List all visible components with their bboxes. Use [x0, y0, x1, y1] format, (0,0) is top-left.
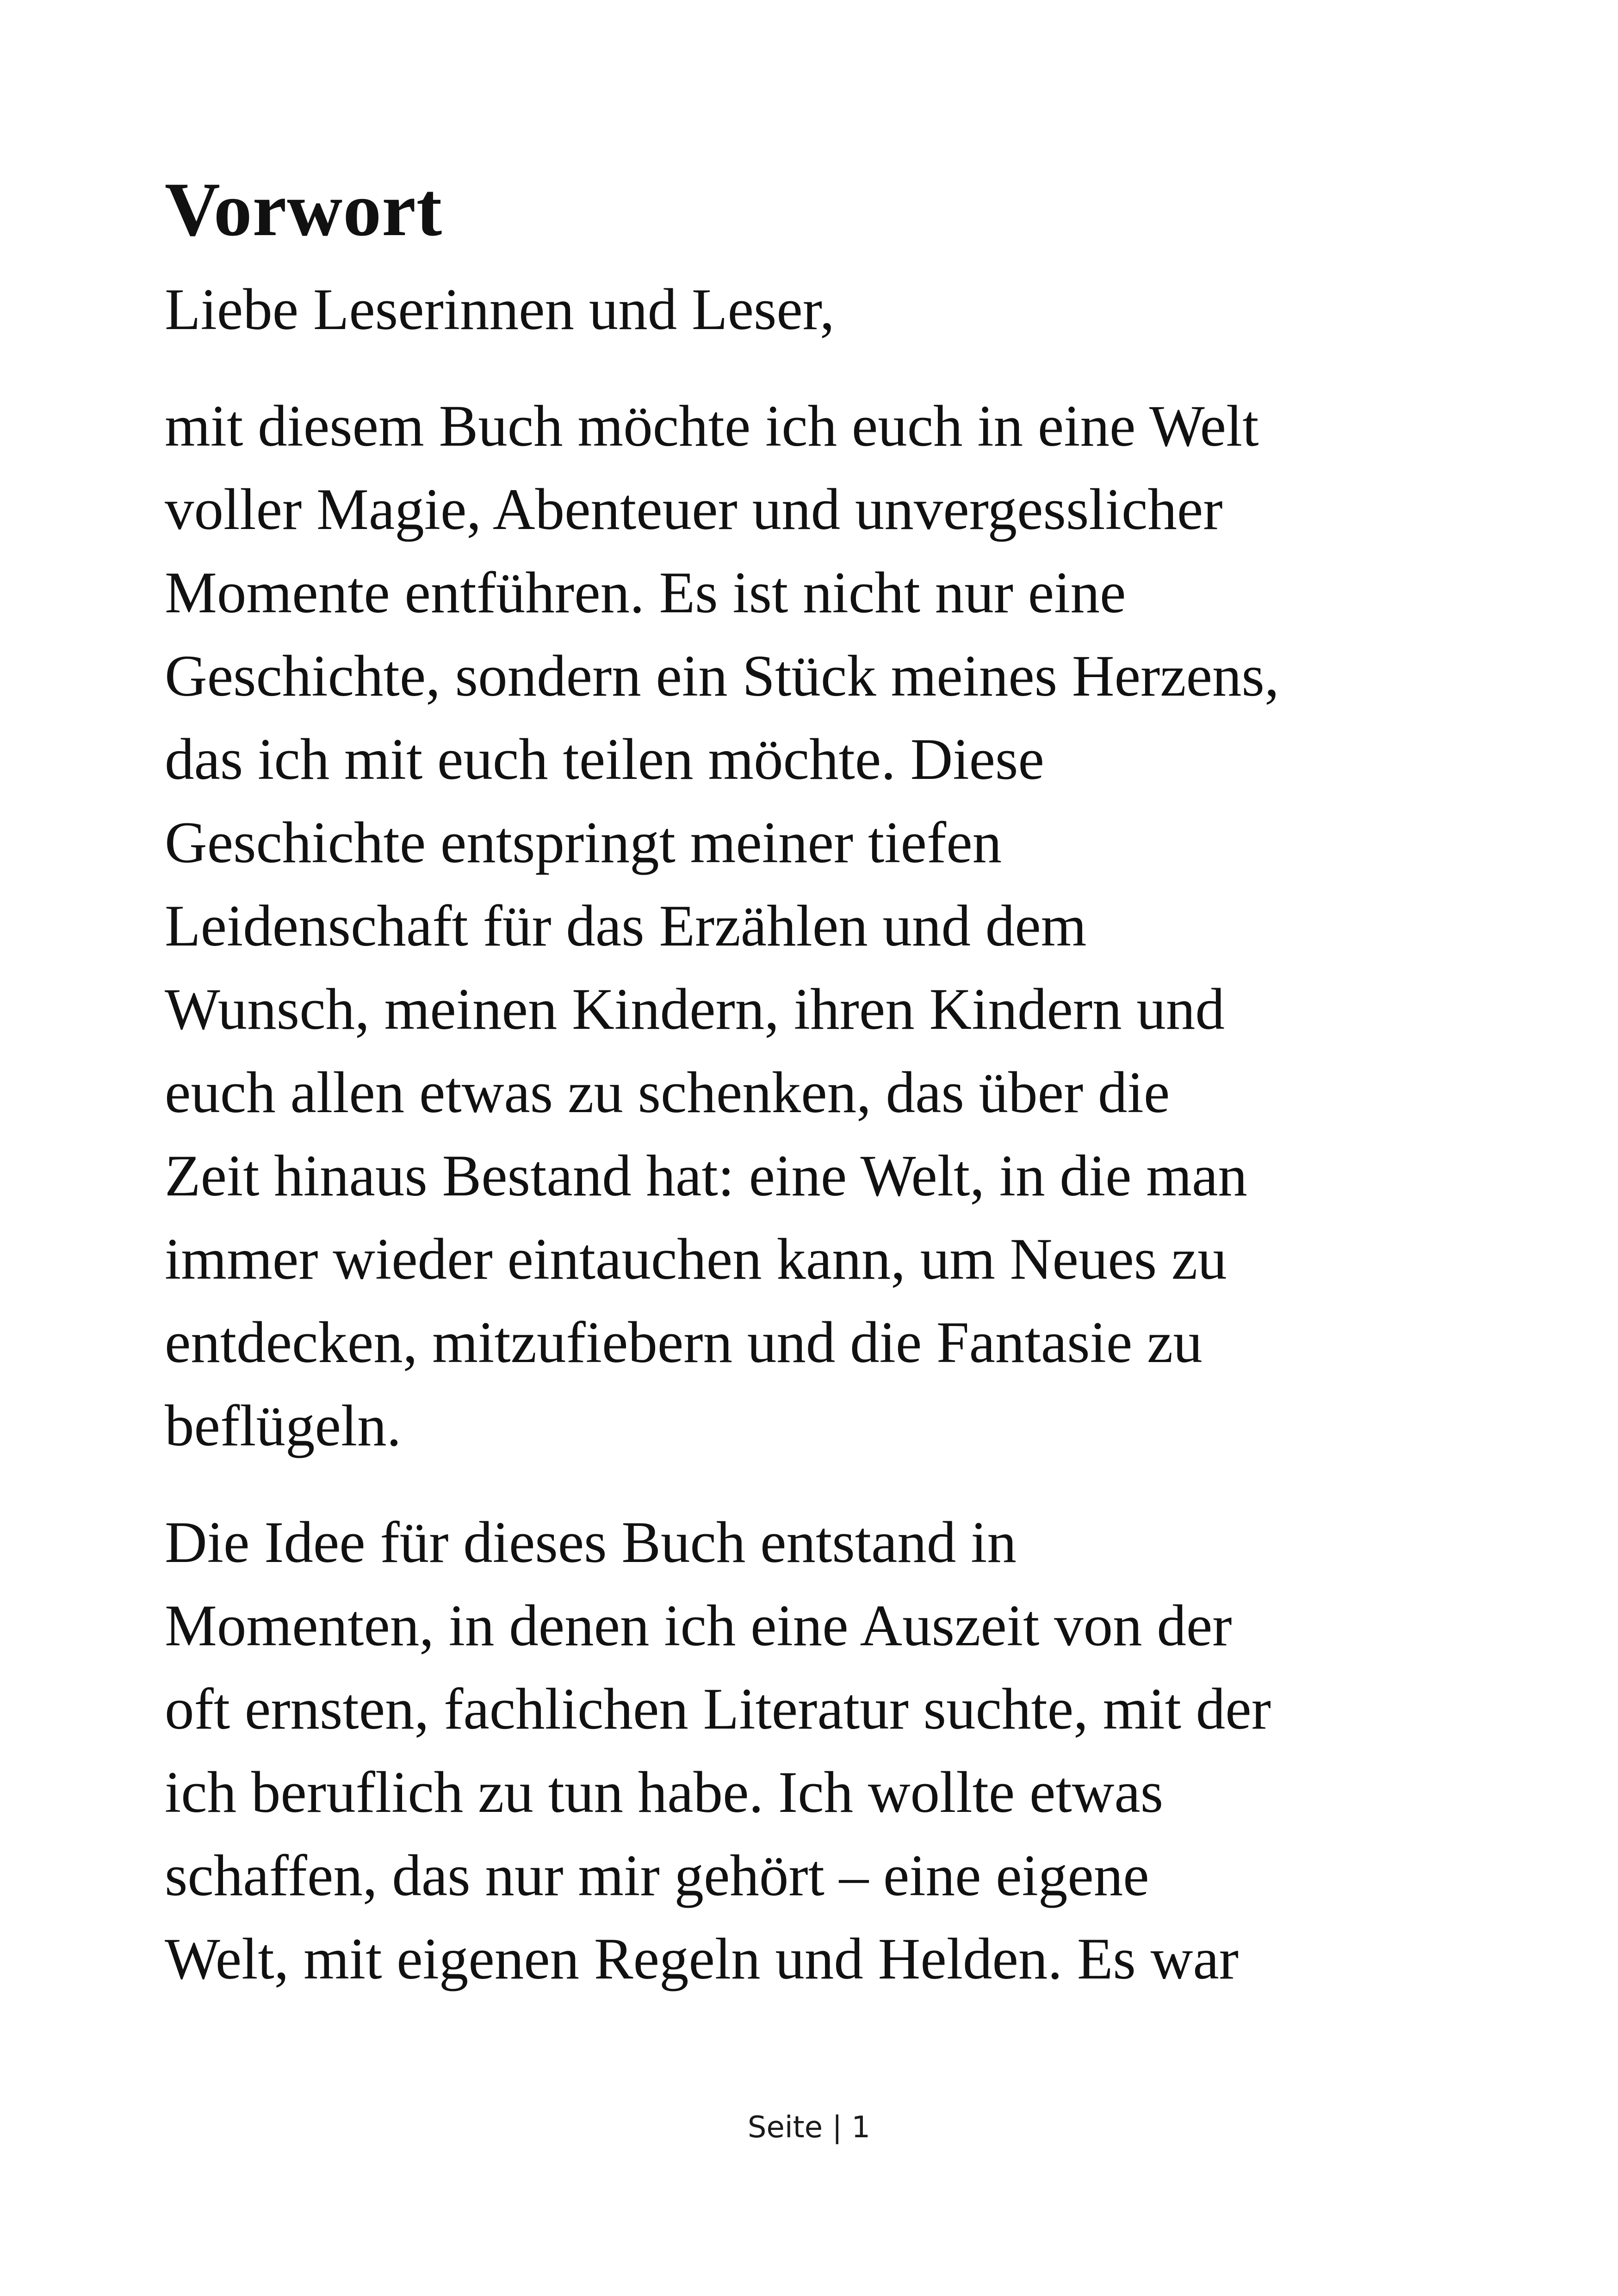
text-line: Momenten, in denen ich eine Auszeit von der — [165, 1593, 1232, 1658]
text-line: Welt, mit eigenen Regeln und Helden. Es war — [165, 1926, 1239, 1991]
salutation: Liebe Leserinnen und Leser, — [165, 277, 835, 342]
text-line: ich beruflich zu tun habe. Ich wollte etwas — [165, 1760, 1164, 1825]
document-page — [165, 167, 1488, 2001]
text-line: Die Idee für dieses Buch entstand in — [165, 1510, 1017, 1575]
text-line: Geschichte, sondern ein Stück meines Herzens, — [165, 643, 1279, 709]
text-line: immer wieder eintauchen kann, um Neues zu — [165, 1226, 1227, 1292]
text-line: mit diesem Buch möchte ich euch in eine Welt — [165, 393, 1259, 459]
text-line: beflügeln. — [165, 1393, 402, 1458]
text-line: schaffen, das nur mir gehört – eine eigene — [165, 1843, 1149, 1908]
page-title: Vorwort — [165, 167, 443, 252]
text-line: Wunsch, meinen Kindern, ihren Kindern und — [165, 977, 1225, 1042]
text-line: Momente entführen. Es ist nicht nur eine — [165, 560, 1126, 625]
text-line: das ich mit euch teilen möchte. Diese — [165, 727, 1044, 792]
text-line: oft ernsten, fachlichen Literatur suchte, mit der — [165, 1676, 1271, 1742]
text-line: Leidenschaft für das Erzählen und dem — [165, 893, 1087, 958]
text-line: Geschichte entspringt meiner tiefen — [165, 810, 1002, 875]
text-line: euch allen etwas zu schenken, das über die — [165, 1060, 1170, 1125]
text-line: Zeit hinaus Bestand hat: eine Welt, in die man — [165, 1143, 1247, 1208]
paragraph-2 — [165, 1501, 1488, 2001]
paragraph-1 — [165, 385, 1488, 1468]
text-line: entdecken, mitzufiebern und die Fantasie zu — [165, 1310, 1203, 1375]
text-line: voller Magie, Abenteuer und unvergesslicher — [165, 477, 1223, 542]
page-number-footer: Seite | 1 — [747, 2110, 871, 2145]
